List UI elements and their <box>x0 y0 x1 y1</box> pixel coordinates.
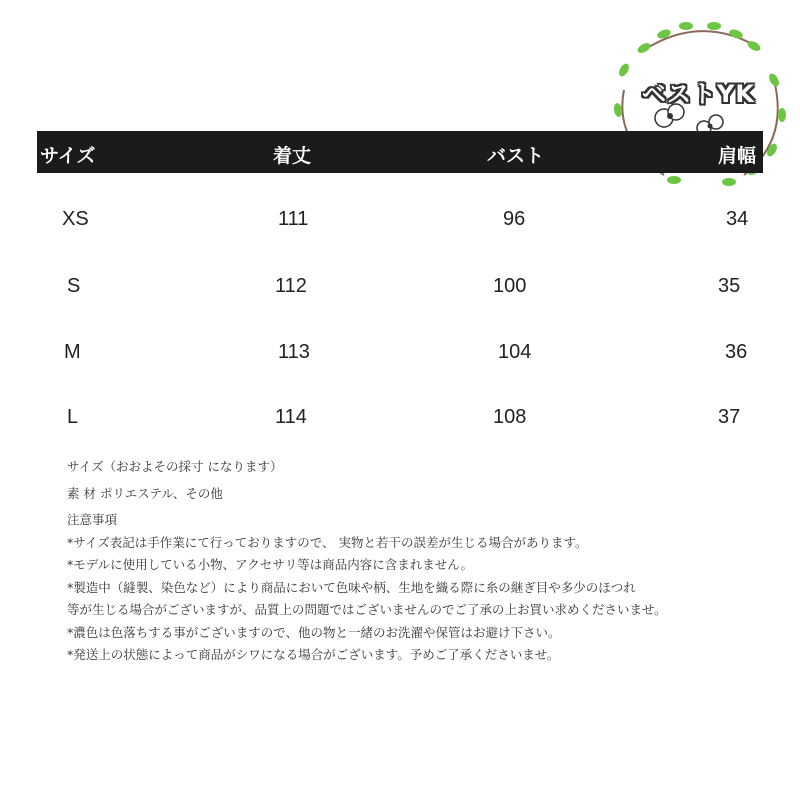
caution-line: *濃色は色落ちする事がございますので、他の物と一緒のお洗濯や保管はお避け下さい。 <box>67 624 561 640</box>
cell-size: L <box>67 406 79 428</box>
cell-shoulder: 34 <box>726 208 749 230</box>
header-shoulder: 肩幅 <box>718 145 757 167</box>
size-table-header <box>37 131 763 173</box>
cell-size: S <box>67 275 81 297</box>
cell-length: 111 <box>278 208 309 230</box>
cell-length: 112 <box>275 275 307 297</box>
caution-line: *サイズ表記は手作業にて行っておりますので、 実物と若干の誤差が生じる場合があります。 <box>67 534 588 550</box>
cell-bust: 108 <box>493 406 527 428</box>
product-notes <box>67 456 767 667</box>
size-note: サイズ（おおよその採寸 になります） <box>67 459 283 474</box>
cell-shoulder: 35 <box>718 275 741 297</box>
caution-title: 注意事項 <box>67 512 118 527</box>
material-note: 素 材 ポリエステル、その他 <box>67 485 223 501</box>
cell-bust: 100 <box>493 275 527 297</box>
brand-logo-text: ベストYK <box>642 80 755 108</box>
cell-shoulder: 37 <box>718 406 741 428</box>
caution-line: *発送上の状態によって商品がシワになる場合がございます。予めご了承くださいませ。 <box>67 647 560 662</box>
cell-bust: 96 <box>503 208 526 230</box>
header-length: 着丈 <box>273 145 312 167</box>
cell-bust: 104 <box>498 341 532 363</box>
caution-line: *モデルに使用している小物、アクセサリ等は商品内容に含まれません。 <box>67 557 474 572</box>
cell-shoulder: 36 <box>725 341 748 363</box>
cell-size: XS <box>62 208 89 230</box>
caution-line: 等が生じる場合がございますが、品質上の問題ではございませんのでご了承の上お買い求めくださいませ。 <box>67 602 667 617</box>
header-bust: バスト <box>487 145 545 167</box>
caution-line: *製造中（縫製、染色など）により商品において色味や柄、生地を織る際に糸の継ぎ目や多少のほつれ <box>67 579 636 595</box>
cell-size: M <box>64 341 81 363</box>
header-size: サイズ <box>40 145 96 167</box>
cell-length: 113 <box>278 341 310 363</box>
cell-length: 114 <box>275 406 307 428</box>
